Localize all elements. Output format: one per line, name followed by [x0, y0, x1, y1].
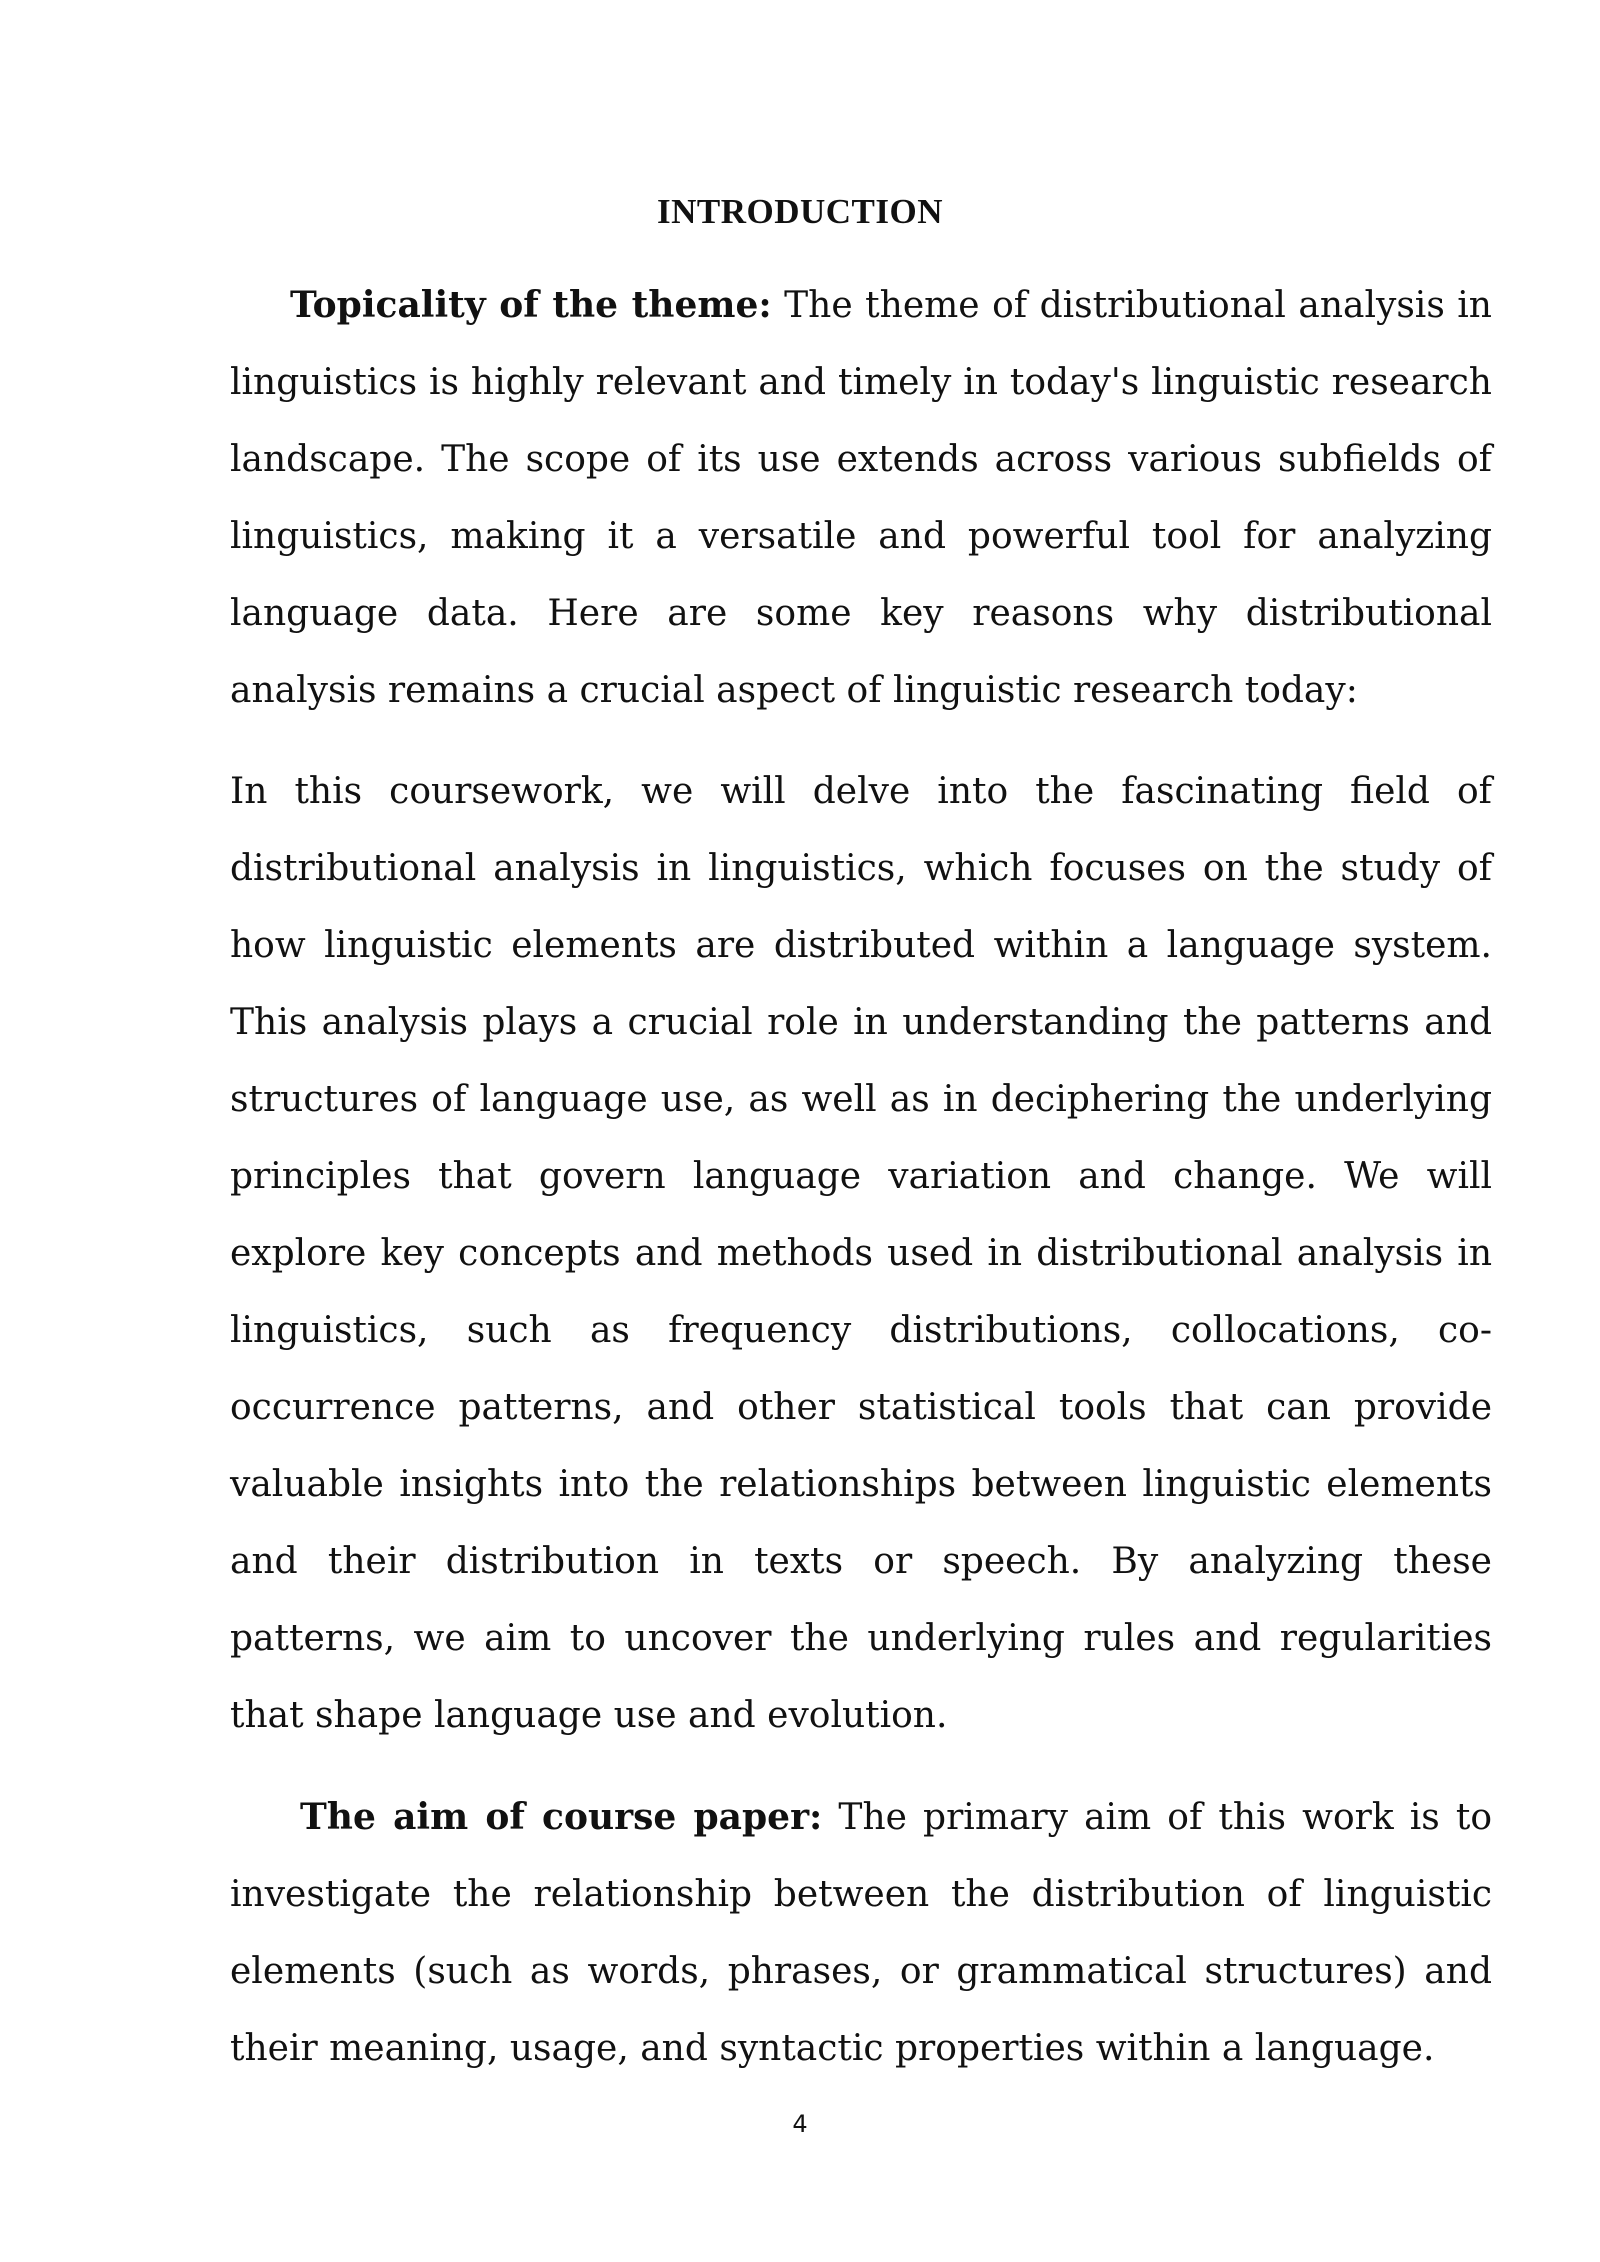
paragraph-text-coursework: In this coursework, we will delve into the fascinating field of distributional analysis in linguistics, which focuses on the study of how linguistic elements are distributed within a language system. This analysis plays a crucial role in understanding the patterns and structures of language use, as well as in deciphering the underlying principles that govern language variation and change. We will explore key concepts and methods used in distributional analysis in linguistics, such as frequency distributions, collocations, co-occurrence patterns, and other statistical tools that can provide valuable insights into the relationships between linguistic elements and their distribution in texts or speech. By analyzing these patterns, we aim to uncover the underlying rules and regularities that shape language use and evolution. [230, 771, 1492, 1736]
paragraph-text-aim: The primary aim of this work is to investigate the relationship between the distribution of linguistic elements (such as words, phrases, or grammatical structures) and their meaning, usage, and syntactic properties within a language. [230, 1797, 1492, 2069]
paragraph-aim [230, 1779, 1492, 2087]
section-heading: INTRODUCTION [656, 192, 944, 231]
paragraph-text-topicality: The theme of distributional analysis in linguistics is highly relevant and timely in today's linguistic research landscape. The scope of its use extends across various subfields of linguistics, making it a versatile and powerful tool for analyzing language data. Here are some key reasons why distributional analysis remains a crucial aspect of linguistic research today: [230, 285, 1492, 711]
page-number: 4 [792, 2110, 808, 2138]
paragraph-coursework [230, 753, 1492, 1754]
paragraph-lead-topicality: Topicality of the theme: [290, 284, 772, 326]
paragraph-topicality [230, 267, 1492, 729]
paragraph-lead-aim: The aim of course paper: [300, 1796, 823, 1838]
